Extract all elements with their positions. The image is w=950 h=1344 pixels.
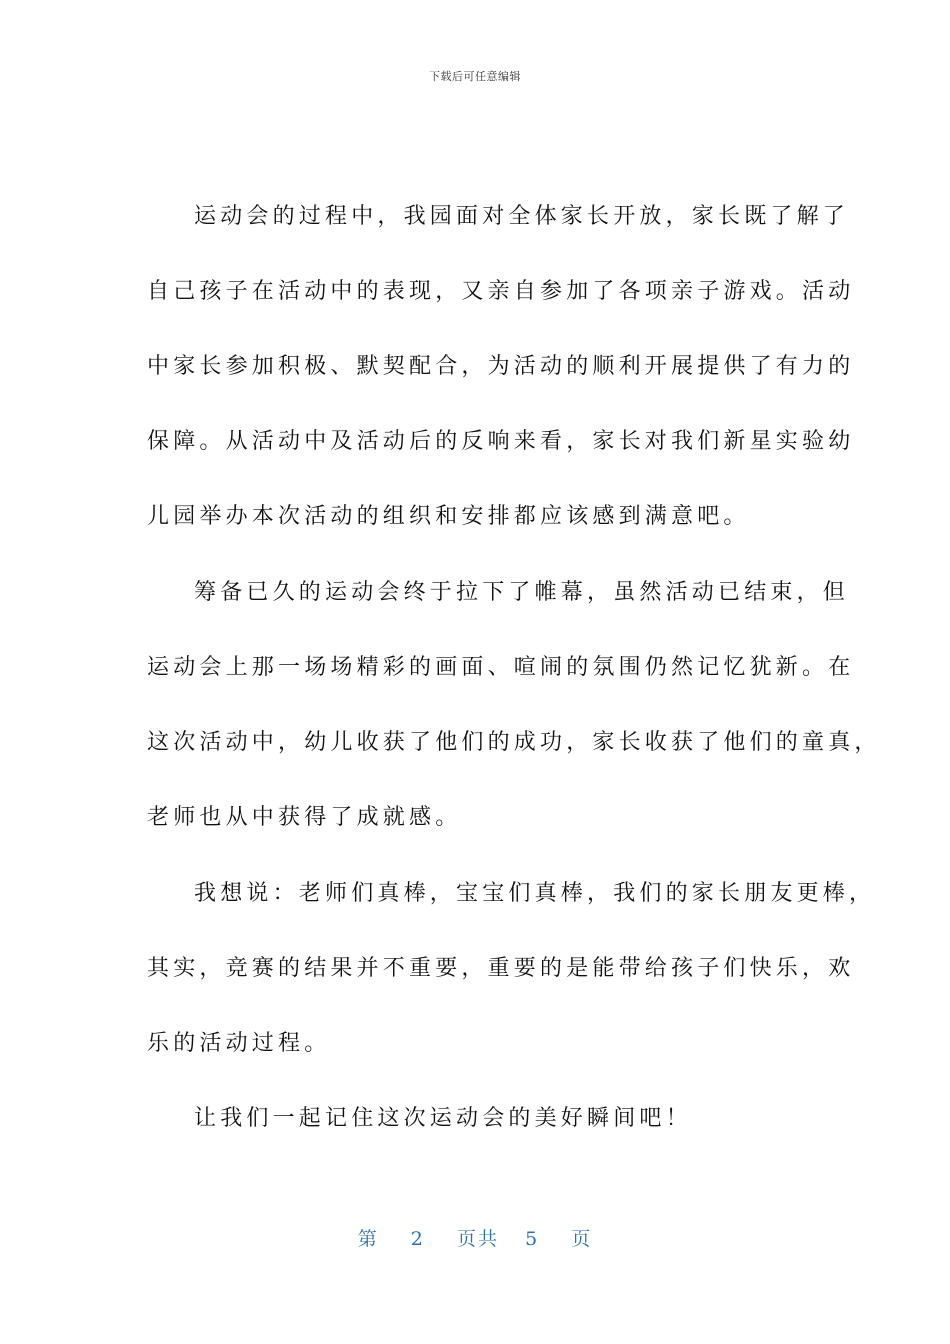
paragraph-2-line-2: 运动会上那一场场精彩的画面、喧闹的氛围仍然记忆犹新。在: [147, 655, 855, 680]
page-current-number: 2: [410, 1228, 425, 1250]
page-suffix: 页: [571, 1228, 593, 1250]
paragraph-3-line-1: 我想说：老师们真棒，宝宝们真棒，我们的家长朋友更棒，: [194, 881, 876, 906]
paragraph-2-line-1: 筹备已久的运动会终于拉下了帷幕，虽然活动已结束，但: [194, 580, 850, 605]
page-header: [0, 68, 950, 84]
paragraph-1-line-1: 运动会的过程中，我园面对全体家长开放，家长既了解了: [194, 204, 850, 229]
page-total-number: 5: [525, 1228, 540, 1250]
paragraph-3-line-3: 乐的活动过程。: [147, 1031, 331, 1056]
page-middle: 页共: [456, 1228, 499, 1250]
page-footer: [0, 1224, 950, 1251]
paragraph-1-line-3: 中家长参加积极、默契配合，为活动的顺利开展提供了有力的: [147, 354, 855, 379]
paragraph-2-line-4: 老师也从中获得了成就感。: [147, 805, 462, 830]
header-text: 下载后可任意编辑: [429, 70, 521, 83]
paragraph-4-line-1: 让我们一起记住这次运动会的美好瞬间吧！: [194, 1106, 692, 1131]
paragraph-3-line-2: 其实，竞赛的结果并不重要，重要的是能带给孩子们快乐，欢: [147, 956, 855, 981]
paragraph-1-line-4: 保障。从活动中及活动后的反响来看，家长对我们新星实验幼: [147, 429, 855, 454]
page-prefix: 第: [357, 1228, 379, 1250]
paragraph-2-line-3: 这次活动中，幼儿收获了他们的成功，家长收获了他们的童真，: [147, 730, 881, 755]
paragraph-1-line-5: 儿园举办本次活动的组织和安排都应该感到满意吧。: [147, 504, 750, 529]
paragraph-1-line-2: 自己孩子在活动中的表现，又亲自参加了各项亲子游戏。活动: [147, 279, 855, 304]
